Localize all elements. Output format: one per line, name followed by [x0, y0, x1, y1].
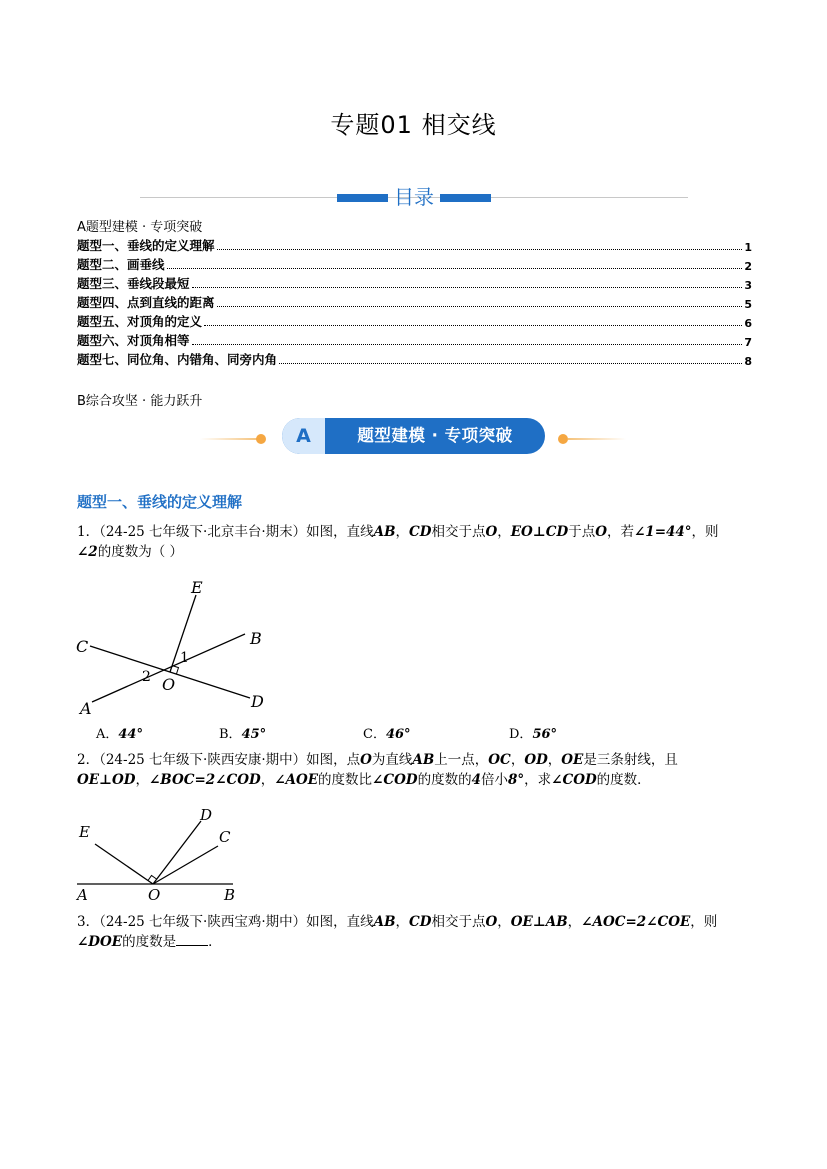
toc-item-label: 题型六、对顶角相等	[77, 333, 190, 348]
label-c: C	[76, 637, 89, 656]
section-title: 题型一、垂线的定义理解	[77, 493, 243, 511]
toc-item[interactable]	[77, 331, 752, 349]
toc-item[interactable]	[77, 255, 752, 273]
label-a: A	[77, 886, 88, 904]
question-3: 3．（24-25 七年级下·陕西宝鸡·期中）如图，直线AB，CD相交于点O，OE⊥AB，∠AOC=2∠COE，则 ∠DOE的度数是 ．	[77, 914, 718, 950]
toc-item-page: 2	[744, 260, 752, 273]
figure-q2	[70, 804, 245, 904]
toc-item-page: 6	[744, 317, 752, 330]
toc-item[interactable]	[77, 236, 752, 254]
toc-item-label: 题型四、点到直线的距离	[77, 295, 215, 310]
label-d: D	[200, 806, 213, 824]
label-c: C	[219, 828, 231, 846]
figure-q1	[70, 574, 280, 719]
toc-item[interactable]	[77, 293, 752, 311]
banner-dot-left	[256, 434, 266, 444]
toc-item-page: 1	[744, 241, 752, 254]
option-c[interactable]: C．46°	[363, 727, 411, 742]
ray-od	[153, 821, 201, 884]
ray-oe	[95, 844, 153, 884]
toc-item-label: 题型一、垂线的定义理解	[77, 238, 215, 253]
toc-item-page: 3	[744, 279, 752, 292]
toc-heading: 目录	[394, 185, 434, 209]
toc-item[interactable]	[77, 350, 752, 368]
toc-item-page: 5	[744, 298, 752, 311]
toc-item-label: 题型五、对顶角的定义	[77, 314, 203, 329]
toc-item-label: 题型三、垂线段最短	[77, 276, 190, 291]
label-o: O	[162, 675, 176, 694]
question-2: 2．（24-25 七年级下·陕西安康·期中）如图，点O为直线AB上一点，OC，OD，OE是三条射线，且 OE⊥OD，∠BOC=2∠COD，∠AOE的度数比∠COD的度数的4倍小8°，求∠COD的度数．	[77, 752, 678, 788]
label-b: B	[224, 886, 236, 904]
option-a[interactable]: A．44°	[96, 727, 143, 742]
toc-item[interactable]	[77, 312, 752, 330]
toc-item[interactable]	[77, 274, 752, 292]
banner-letter: A	[282, 418, 325, 454]
label-e: E	[79, 823, 90, 841]
toc-item-label: 题型七、同位角、内错角、同旁内角	[77, 352, 278, 367]
ray-oc	[153, 846, 218, 884]
toc-item-page: 7	[744, 336, 752, 349]
toc-item-label: 题型二、画垂线	[77, 257, 165, 272]
option-d[interactable]: D．56°	[509, 727, 558, 742]
label-b: B	[250, 629, 262, 648]
banner-line-left	[200, 438, 258, 440]
option-b[interactable]: B．45°	[219, 727, 267, 742]
label-a: A	[80, 699, 92, 718]
answer-blank[interactable]	[176, 933, 208, 946]
toc-item-page: 8	[744, 355, 752, 368]
banner-text: 题型建模 · 专项突破	[357, 426, 513, 445]
toc-bar-left	[337, 194, 388, 202]
banner-line-right	[568, 438, 626, 440]
label-angle-2: 2	[142, 669, 151, 685]
label-d: D	[251, 692, 264, 711]
label-e: E	[191, 578, 203, 597]
toc-section-b: B综合攻坚 · 能力跃升	[77, 394, 203, 409]
banner-dot-right	[558, 434, 568, 444]
label-angle-1: 1	[180, 650, 189, 666]
toc-section-a: A题型建模 · 专项突破	[77, 220, 203, 235]
page-title: 专题01 相交线	[330, 111, 497, 139]
section-banner	[282, 418, 545, 454]
label-o: O	[148, 886, 161, 904]
toc-bar-right	[440, 194, 491, 202]
right-angle-mark	[148, 876, 157, 881]
question-1: 1．（24-25 七年级下·北京丰台·期末）如图，直线AB，CD相交于点O，EO⊥CD于点O，若∠1=44°，则 ∠2的度数为（ ）	[77, 524, 719, 560]
